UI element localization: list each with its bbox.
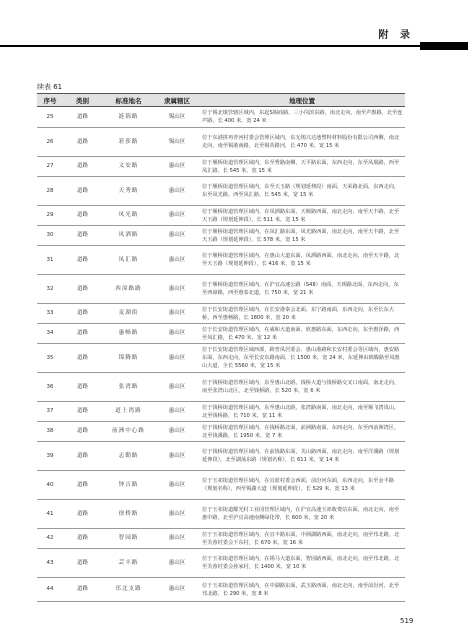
row-category: 道路: [63, 549, 102, 578]
row-location-description: 位于锡北镇管辖区域内，东起S锡商路，三小岗滨东路，南北走向，南至声惠路，北至连声路，长 400 米，宽 24 米: [199, 107, 405, 128]
row-number: 35: [37, 344, 63, 373]
table-row: [37, 373, 405, 402]
row-number: 44: [37, 578, 63, 602]
row-district: 惠山区: [155, 246, 199, 275]
column-header-standard-name: 标准地名: [102, 94, 155, 107]
row-location-description: 位于钱桥街道管理区域内，东至惠山北路，张湾路南面，南北走向，南至堰飞湾岚山，北至钱桥路，长 710 米，宽 11 米: [199, 402, 405, 422]
row-location-description: 位于玉祁街道耀光村工业园管理区域内，在沪宜高速玉祁收费站东面，南北走向，南至惠中路，北至沪宜高速南侧绿化带，长 600 米，宽 20 米: [199, 500, 405, 529]
row-standard-name: 涟锦路: [102, 107, 155, 128]
row-number: 26: [37, 128, 63, 157]
row-standard-name: 邗北支路: [102, 578, 155, 602]
row-district: 锡山区: [155, 128, 199, 157]
row-district: 惠山区: [155, 177, 199, 206]
place-name-table: [37, 93, 405, 602]
table-row: [37, 128, 405, 157]
running-header: [0, 22, 468, 44]
header-rule: [0, 45, 420, 47]
row-number: 29: [37, 206, 63, 226]
row-location-description: 位于钱桥街道管理区域内，东至惠山北路，钱桥大道与钱桥路交叉口南面，南北走向，南至张湾山北区，北至钱桥路，长 520 米，宽 6 米: [199, 373, 405, 402]
table-row: [37, 324, 405, 344]
column-header-location: 地理位置: [199, 94, 405, 107]
row-location-description: 位于堰桥街道管理区域内，东至秀路南侧，天平路东面，东西走向，东至凤凰路，西至凤汇路，长 545 米，宽 15 米: [199, 157, 405, 177]
row-location-description: 位于玉祁街道管理区域内，在宜丰路东面，中洲湖路西面，南北走向，南至邗北路，北至芙蓉村委会下东村，长 670 米，宽 16 米: [199, 529, 405, 549]
row-location-description: 位于玉祁街道管理区域内，在中湖路东面，武玉路西面，南北走向，南至前汾河，北至邗北路，长 290 米，宽 8 米: [199, 578, 405, 602]
row-location-description: 位于长安街道管理区域内，在长安港秦会北面，东宁路南面，东西走向，东至长东大桥，西至惠畅路，长 1800 米，宽 20 米: [199, 304, 405, 324]
column-header-number: 序号: [37, 94, 63, 107]
table-row: [37, 422, 405, 442]
row-category: 道路: [63, 177, 102, 206]
row-category: 道路: [63, 206, 102, 226]
row-category: 道路: [63, 128, 102, 157]
header-tab-marker: [420, 42, 468, 50]
row-number: 39: [37, 442, 63, 471]
row-standard-name: 义安路: [102, 157, 155, 177]
table-row: [37, 549, 405, 578]
row-category: 道路: [63, 324, 102, 344]
row-category: 道路: [63, 402, 102, 422]
row-district: 惠山区: [155, 344, 199, 373]
row-category: 道路: [63, 157, 102, 177]
row-standard-name: 钟吉路: [102, 471, 155, 500]
row-category: 道路: [63, 107, 102, 128]
row-standard-name: 志勤路: [102, 442, 155, 471]
row-category: 道路: [63, 304, 102, 324]
row-standard-name: 凤洒路: [102, 226, 155, 246]
row-category: 道路: [63, 226, 102, 246]
row-district: 惠山区: [155, 157, 199, 177]
row-standard-name: 惠畅路: [102, 324, 155, 344]
row-number: 33: [37, 304, 63, 324]
row-location-description: 位于玉祁街道管理区域内，在宜蓝村委会西面，前汾河东面，东西走向，东至金丰路（规划名称），西至锡湖大道（规划延伸段），长 529 米，宽 13 米: [199, 471, 405, 500]
row-location-description: 位于堰桥街道管理区域内，在凤汇路东面，凤光路西面，南北走向，南至天丰路，北至天玉路（规划延伸段），长 578 米，宽 15 米: [199, 226, 405, 246]
row-standard-name: 道士湾路: [102, 402, 155, 422]
row-number: 27: [37, 157, 63, 177]
row-number: 43: [37, 549, 63, 578]
table-row: [37, 157, 405, 177]
table-row: [37, 442, 405, 471]
column-header-category: 类别: [63, 94, 102, 107]
row-number: 25: [37, 107, 63, 128]
row-standard-name: 凤汇路: [102, 246, 155, 275]
row-category: 道路: [63, 246, 102, 275]
row-number: 42: [37, 529, 63, 549]
row-location-description: 位于东港拼再青河村委会管理区域内，东无锡兴达池塑料材料股份有限公司西侧，南北走向，南至锡港南路，北至锡英路河，长 470 米，宽 15 米: [199, 128, 405, 157]
row-district: 惠山区: [155, 206, 199, 226]
row-district: 惠山区: [155, 578, 199, 602]
row-number: 38: [37, 422, 63, 442]
row-district: 惠山区: [155, 324, 199, 344]
row-category: 道路: [63, 529, 102, 549]
row-standard-name: 西漳路路: [102, 275, 155, 304]
row-location-description: 位于堰桥街道管理区域内，在凤洒路东面，天堰路西面，南北走向，南至天丰路，北至天玉路（规划延伸段），长 511 米，宽 15 米: [199, 206, 405, 226]
row-standard-name: 芸丰路: [102, 549, 155, 578]
continued-table-label: 续表 61: [37, 83, 63, 91]
table-row: [37, 471, 405, 500]
row-district: 惠山区: [155, 442, 199, 471]
row-number: 34: [37, 324, 63, 344]
row-number: 40: [37, 471, 63, 500]
row-district: 锡山区: [155, 107, 199, 128]
row-district: 惠山区: [155, 402, 199, 422]
page-number: 519: [400, 617, 414, 625]
table-row: [37, 107, 405, 128]
row-location-description: 位于玉祁街道管理区域内，在锡马大道东面，智园路西面，南北走向，南至邗北路，北至芙蓉村委会孙家村，长 1400 米，宽 10 米: [199, 549, 405, 578]
row-category: 道路: [63, 373, 102, 402]
table-row: [37, 304, 405, 324]
row-category: 道路: [63, 578, 102, 602]
row-standard-name: 麦湖街: [102, 304, 155, 324]
row-number: 30: [37, 226, 63, 246]
row-standard-name: 张湾路: [102, 373, 155, 402]
table-row: [37, 500, 405, 529]
row-district: 惠山区: [155, 422, 199, 442]
row-standard-name: 前洲中心路: [102, 422, 155, 442]
table-row: [37, 206, 405, 226]
row-location-description: 位于堰桥街道管理区域内，东至天玉路（规划延伸段）南面，天荣路北面，东西走向，东至凤光路，西至凤汇路，长 545 米，宽 15 米: [199, 177, 405, 206]
table-header-row: [37, 94, 405, 107]
row-number: 28: [37, 177, 63, 206]
row-category: 道路: [63, 500, 102, 529]
row-category: 道路: [63, 344, 102, 373]
table-row: [37, 246, 405, 275]
row-district: 惠山区: [155, 500, 199, 529]
row-location-description: 位于长安街道管理区域内，在威和大道南面，欣惠路东面，东西走向，东至惠泽路，西至凤汇路，长 470 米，宽 12 米: [199, 324, 405, 344]
row-location-description: 位于堰桥街道管理区域内，在惠山大道东面，凤洒路西面，南北走向，南至天丰路，北至天玉路（规划延伸段），长 416 米，宽 15 米: [199, 246, 405, 275]
row-district: 惠山区: [155, 471, 199, 500]
row-standard-name: 箬莎路: [102, 128, 155, 157]
row-number: 36: [37, 373, 63, 402]
row-district: 惠山区: [155, 304, 199, 324]
table-row: [37, 344, 405, 373]
row-district: 惠山区: [155, 549, 199, 578]
row-standard-name: 凤光路: [102, 206, 155, 226]
table-row: [37, 226, 405, 246]
row-standard-name: 智园路: [102, 529, 155, 549]
table-row: [37, 402, 405, 422]
row-location-description: 位于堰桥街道管理区域内，在沪宜高速公路（S48）南面，天锡路北面，东西走向，东至西漳路，西至惠泰北道，长 750 米，宽 21 米: [199, 275, 405, 304]
row-standard-name: 天秀路: [102, 177, 155, 206]
row-category: 道路: [63, 442, 102, 471]
row-district: 惠山区: [155, 226, 199, 246]
row-location-description: 位于长安街道管理区域西部，跨普凤居委会、惠山港路和长安村委会等区域内，惠安路东面，东西走向，东至长安东路南面，长 1500 米，宽 24 米，东延伸由锦腾路至凤惠山大道，全长 5560 米，宽 15 米: [199, 344, 405, 373]
row-location-description: 位于钱桥街道管理区域内，在前钱路东面，芙山路西面，南北走向，南至洋溪路（规划延伸段），北至湖荡东路（规划名称），长 611 米，宽 14 米: [199, 442, 405, 471]
column-header-district: 隶属辖区: [155, 94, 199, 107]
row-standard-name: 锦腾路: [102, 344, 155, 373]
row-district: 惠山区: [155, 529, 199, 549]
row-category: 道路: [63, 275, 102, 304]
row-number: 37: [37, 402, 63, 422]
table-row: [37, 275, 405, 304]
row-district: 惠山区: [155, 275, 199, 304]
row-district: 惠山区: [155, 373, 199, 402]
section-title: 附 录: [378, 30, 414, 41]
row-location-description: 位于钱桥街道管理区域内，在钱桥路北面，前洲路南面，东西走向，东至西前洲湾区，北至钱溪路，长 1950 米，宽 7 米: [199, 422, 405, 442]
table-row: [37, 529, 405, 549]
table-row: [37, 177, 405, 206]
row-standard-name: 徐桥路: [102, 500, 155, 529]
table-body: [37, 107, 405, 602]
row-number: 31: [37, 246, 63, 275]
table-row: [37, 578, 405, 602]
row-category: 道路: [63, 422, 102, 442]
row-number: 41: [37, 500, 63, 529]
row-category: 道路: [63, 471, 102, 500]
row-number: 32: [37, 275, 63, 304]
